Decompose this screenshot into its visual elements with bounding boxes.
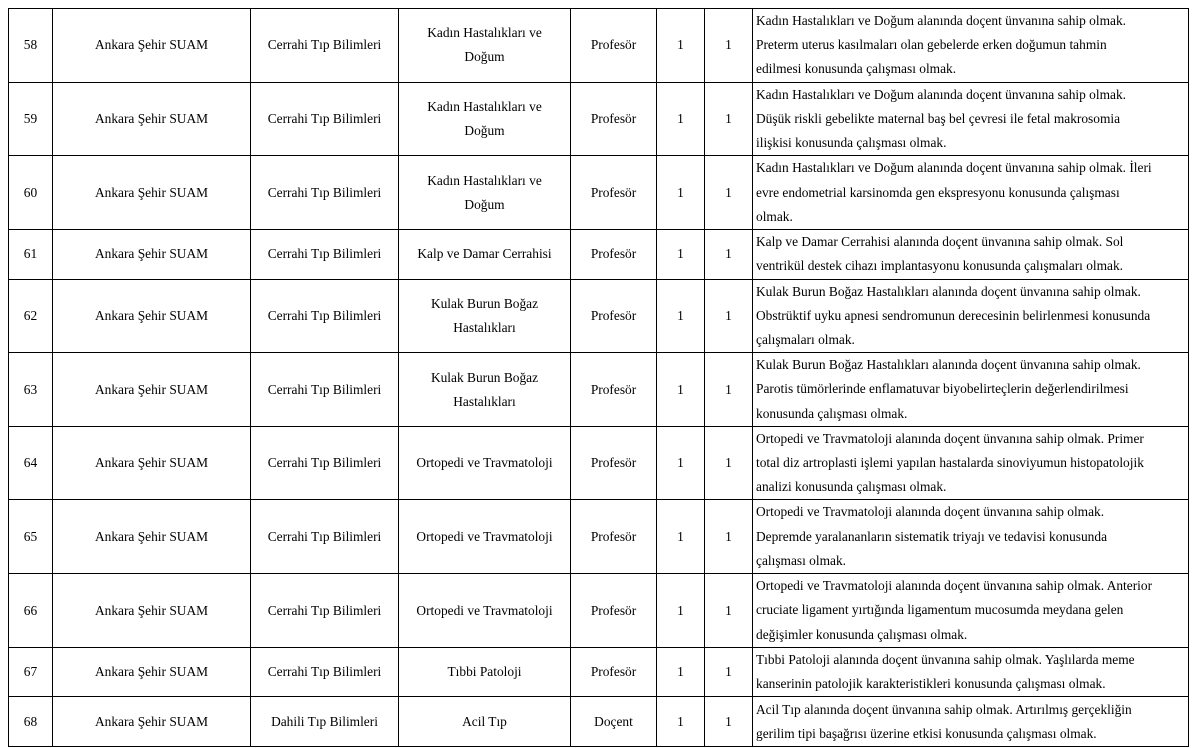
department-cell [399,353,571,427]
requirements-cell-line: Kulak Burun Boğaz Hastalıkları alanında doçent ünvanına sahip olmak. [756,283,1141,299]
staff-count-cell: 1 [657,697,705,747]
table-row [9,353,1189,427]
requirements-cell-line: Tıbbi Patoloji alanında doçent ünvanına sahip olmak. Yaşlılarda meme [756,652,1135,668]
staff-count-cell: 1 [657,500,705,574]
table-row [9,156,1189,230]
institution-cell: Ankara Şehir SUAM [53,500,251,574]
requirements-cell [753,230,1189,279]
table-row [9,574,1189,648]
department-cell [399,279,571,353]
institution-cell: Ankara Şehir SUAM [53,156,251,230]
table-row [9,426,1189,500]
division-cell: Dahili Tıp Bilimleri [251,697,399,747]
requirements-cell [753,697,1189,747]
position-count-cell: 1 [705,500,753,574]
requirements-cell-line: gerilim tipi başağrısı üzerine etkisi konusunda çalışması olmak. [756,725,1097,741]
department-cell-line: Kulak Burun Boğaz [430,295,539,311]
department-cell-line: Doğum [464,49,505,65]
row-number: 68 [9,697,53,747]
requirements-cell-line: çalışmaları olmak. [756,332,855,348]
division-cell: Cerrahi Tıp Bilimleri [251,9,399,83]
title-cell: Profesör [571,156,657,230]
table-row [9,648,1189,697]
requirements-cell [753,353,1189,427]
staff-count-cell: 1 [657,9,705,83]
requirements-cell-line: total diz artroplasti işlemi yapılan hastalarda sinoviyumun histopatolojik [756,455,1144,471]
requirements-cell-line: Preterm uterus kasılmaları olan gebelerde erken doğumun tahmin [756,37,1107,53]
requirements-cell [753,426,1189,500]
table-row [9,9,1189,83]
staff-count-cell: 1 [657,353,705,427]
table-row [9,279,1189,353]
row-number: 66 [9,574,53,648]
title-cell: Doçent [571,697,657,747]
requirements-cell-line: cruciate ligament yırtığında ligamentum mucosumda meydana gelen [756,602,1124,618]
institution-cell: Ankara Şehir SUAM [53,426,251,500]
department-cell [399,9,571,83]
table-row [9,230,1189,279]
position-count-cell: 1 [705,156,753,230]
requirements-cell-line: konusunda çalışması olmak. [756,405,908,421]
row-number: 59 [9,82,53,156]
requirements-cell-line: Kadın Hastalıkları ve Doğum alanında doçent ünvanına sahip olmak. [756,86,1127,102]
title-cell: Profesör [571,82,657,156]
staff-count-cell: 1 [657,156,705,230]
division-cell: Cerrahi Tıp Bilimleri [251,648,399,697]
requirements-cell-line: Kalp ve Damar Cerrahisi alanında doçent ünvanına sahip olmak. Sol [756,234,1124,250]
requirements-cell-line: Ortopedi ve Travmatoloji alanında doçent ünvanına sahip olmak. Anterior [756,578,1153,594]
title-cell: Profesör [571,353,657,427]
position-count-cell: 1 [705,574,753,648]
row-number: 61 [9,230,53,279]
title-cell: Profesör [571,9,657,83]
table-row [9,697,1189,747]
department-cell-line: Ortopedi ve Travmatoloji [416,455,553,471]
position-count-cell: 1 [705,82,753,156]
department-cell-line: Kalp ve Damar Cerrahisi [417,246,552,262]
requirements-cell-line: Kadın Hastalıkları ve Doğum alanında doçent ünvanına sahip olmak. [756,13,1127,28]
table-row [9,82,1189,156]
requirements-cell-line: kanserinin patolojik karakteristikleri konusunda çalışması olmak. [756,676,1106,692]
requirements-cell [753,82,1189,156]
division-cell: Cerrahi Tıp Bilimleri [251,353,399,427]
requirements-cell-line: Düşük riskli gebelikte maternal baş bel çevresi ile fetal makrosomia [756,110,1121,126]
requirements-cell-line: Acil Tıp alanında doçent ünvanına sahip olmak. Artırılmış gerçekliğin [756,701,1132,717]
department-cell [399,230,571,279]
title-cell: Profesör [571,648,657,697]
position-count-cell: 1 [705,230,753,279]
requirements-cell [753,9,1189,83]
requirements-cell [753,574,1189,648]
department-cell [399,426,571,500]
positions-table [8,8,1189,747]
row-number: 63 [9,353,53,427]
institution-cell: Ankara Şehir SUAM [53,353,251,427]
table-row [9,500,1189,574]
requirements-cell-line: analizi konusunda çalışması olmak. [756,479,947,495]
department-cell-line: Kulak Burun Boğaz [430,369,539,385]
department-cell [399,500,571,574]
table-body [9,9,1189,747]
department-cell-line: Ortopedi ve Travmatoloji [416,602,553,618]
requirements-cell-line: Ortopedi ve Travmatoloji alanında doçent ünvanına sahip olmak. Primer [756,430,1144,446]
row-number: 65 [9,500,53,574]
staff-count-cell: 1 [657,426,705,500]
department-cell [399,156,571,230]
division-cell: Cerrahi Tıp Bilimleri [251,156,399,230]
division-cell: Cerrahi Tıp Bilimleri [251,279,399,353]
division-cell: Cerrahi Tıp Bilimleri [251,500,399,574]
position-count-cell: 1 [705,279,753,353]
requirements-cell [753,279,1189,353]
requirements-cell-line: Parotis tümörlerinde enflamatuvar biyobelirteçlerin değerlendirilmesi [756,381,1129,397]
department-cell-line: Doğum [464,122,505,138]
institution-cell: Ankara Şehir SUAM [53,574,251,648]
row-number: 64 [9,426,53,500]
department-cell-line: Kadın Hastalıkları ve [427,25,542,41]
row-number: 67 [9,648,53,697]
position-count-cell: 1 [705,648,753,697]
requirements-cell-line: Ortopedi ve Travmatoloji alanında doçent ünvanına sahip olmak. [756,504,1105,520]
institution-cell: Ankara Şehir SUAM [53,648,251,697]
requirements-cell-line: Depremde yaralananların sistematik triyajı ve tedavisi konusunda [756,528,1108,544]
requirements-cell-line: ilişkisi konusunda çalışması olmak. [756,135,947,151]
division-cell: Cerrahi Tıp Bilimleri [251,574,399,648]
department-cell [399,648,571,697]
department-cell [399,697,571,747]
department-cell-line: Hastalıkları [453,393,516,409]
department-cell-line: Kadın Hastalıkları ve [427,172,542,188]
division-cell: Cerrahi Tıp Bilimleri [251,426,399,500]
department-cell-line: Doğum [464,196,505,212]
department-cell-line: Ortopedi ve Travmatoloji [416,528,553,544]
institution-cell: Ankara Şehir SUAM [53,230,251,279]
position-count-cell: 1 [705,353,753,427]
position-count-cell: 1 [705,9,753,83]
division-cell: Cerrahi Tıp Bilimleri [251,230,399,279]
title-cell: Profesör [571,279,657,353]
department-cell [399,82,571,156]
row-number: 60 [9,156,53,230]
title-cell: Profesör [571,230,657,279]
requirements-cell-line: Kadın Hastalıkları ve Doğum alanında doçent ünvanına sahip olmak. İleri [756,160,1152,176]
staff-count-cell: 1 [657,230,705,279]
requirements-cell [753,156,1189,230]
position-count-cell: 1 [705,426,753,500]
row-number: 62 [9,279,53,353]
department-cell [399,574,571,648]
requirements-cell-line: çalışması olmak. [756,552,846,568]
requirements-cell-line: edilmesi konusunda çalışması olmak. [756,61,957,77]
institution-cell: Ankara Şehir SUAM [53,279,251,353]
staff-count-cell: 1 [657,648,705,697]
department-cell-line: Acil Tıp [462,713,507,729]
staff-count-cell: 1 [657,574,705,648]
division-cell: Cerrahi Tıp Bilimleri [251,82,399,156]
title-cell: Profesör [571,574,657,648]
requirements-cell [753,500,1189,574]
institution-cell: Ankara Şehir SUAM [53,82,251,156]
requirements-cell-line: Obstrüktif uyku apnesi sendromunun derecesinin belirlenmesi konusunda [756,307,1151,323]
requirements-cell-line: evre endometrial karsinomda gen ekspresyonu konusunda çalışması [756,184,1120,200]
department-cell-line: Hastalıkları [453,319,516,335]
title-cell: Profesör [571,426,657,500]
department-cell-line: Kadın Hastalıkları ve [427,98,542,114]
requirements-cell-line: Kulak Burun Boğaz Hastalıkları alanında doçent ünvanına sahip olmak. [756,357,1141,373]
institution-cell: Ankara Şehir SUAM [53,697,251,747]
requirements-cell-line: değişimler konusunda çalışması olmak. [756,626,968,642]
requirements-cell-line: ventrikül destek cihazı implantasyonu konusunda çalışmaları olmak. [756,258,1124,274]
staff-count-cell: 1 [657,82,705,156]
requirements-cell-line: olmak. [756,208,793,224]
institution-cell: Ankara Şehir SUAM [53,9,251,83]
staff-count-cell: 1 [657,279,705,353]
requirements-cell [753,648,1189,697]
title-cell: Profesör [571,500,657,574]
row-number: 58 [9,9,53,83]
position-count-cell: 1 [705,697,753,747]
department-cell-line: Tıbbi Patoloji [447,664,522,680]
